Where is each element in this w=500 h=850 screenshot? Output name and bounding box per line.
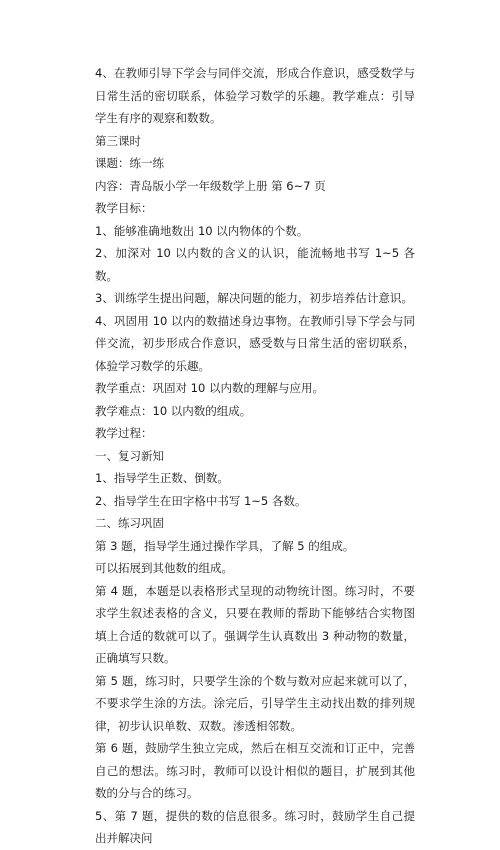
paragraph-15: 2、指导学生在田字格中书写 1~5 各数。: [95, 493, 307, 508]
paragraph-18: 可以拓展到其他数的组成。: [95, 561, 233, 575]
paragraph-21: 第 6 题，鼓励学生独立完成，然后在相互交流和订正中，完善自己的想法。练习时，教师可以设计相似的题目，扩展到其他数的分与合的练习。: [95, 741, 415, 800]
paragraph-17: 第 3 题，指导学生通过操作学具，了解 5 的组成。: [95, 538, 355, 553]
paragraph-11: 教学难点：10 以内数的组成。: [95, 403, 252, 418]
document-body: [95, 62, 415, 850]
paragraph-19: 第 4 题，本题是以表格形式呈现的动物统计图。练习时，不要求学生叙述表格的含义，只要在教师的帮助下能够结合实物图填上合适的数就可以了。强调学生认真数出 3 种动物的数量，正确填写只数。: [95, 583, 415, 665]
paragraph-9: 4、巩固用 10 以内的数描述身边事物。在教师引导下学会与同伴交流，初步形成合作意识，感受数与日常生活的密切联系，体验学习数学的乐趣。: [95, 313, 415, 373]
paragraph-5: 教学目标：: [95, 201, 153, 215]
paragraph-7: 2、加深对 10 以内数的含义的认识，能流畅地书写 1~5 各数。: [95, 246, 415, 283]
paragraph-1: 4、在教师引导下学会与同伴交流，形成合作意识，感受数学与日常生活的密切联系，体验学习数学的乐趣。教学难点：引导学生有序的观察和数数。: [95, 66, 415, 125]
paragraph-4: 内容：青岛版小学一年级数学上册 第 6~7 页: [95, 178, 326, 193]
paragraph-16: 二、练习巩固: [95, 516, 164, 530]
paragraph-2: 第三课时: [95, 133, 141, 148]
paragraph-3: 课题：练一练: [95, 156, 164, 170]
paragraph-13: 一、复习新知: [95, 448, 164, 463]
paragraph-6: 1、能够准确地数出 10 以内物体的个数。: [95, 223, 309, 238]
paragraph-10: 教学重点：巩固对 10 以内数的理解与应用。: [95, 381, 324, 395]
paragraph-8: 3、训练学生提出问题，解决问题的能力，初步培养估计意识。: [95, 291, 413, 305]
paragraph-22: 5、第 7 题，提供的数的信息很多。练习时，鼓励学生自己提出并解决问: [95, 808, 415, 845]
paragraph-12: 教学过程：: [95, 426, 153, 440]
paragraph-14: 1、指导学生正数、倒数。: [95, 471, 229, 485]
paragraph-20: 第 5 题，练习时，只要学生涂的个数与数对应起来就可以了，不要求学生涂的方法。涂完后，引导学生主动找出数的排列规律，初步认识单数、双数。渗透相邻数。: [95, 673, 415, 733]
